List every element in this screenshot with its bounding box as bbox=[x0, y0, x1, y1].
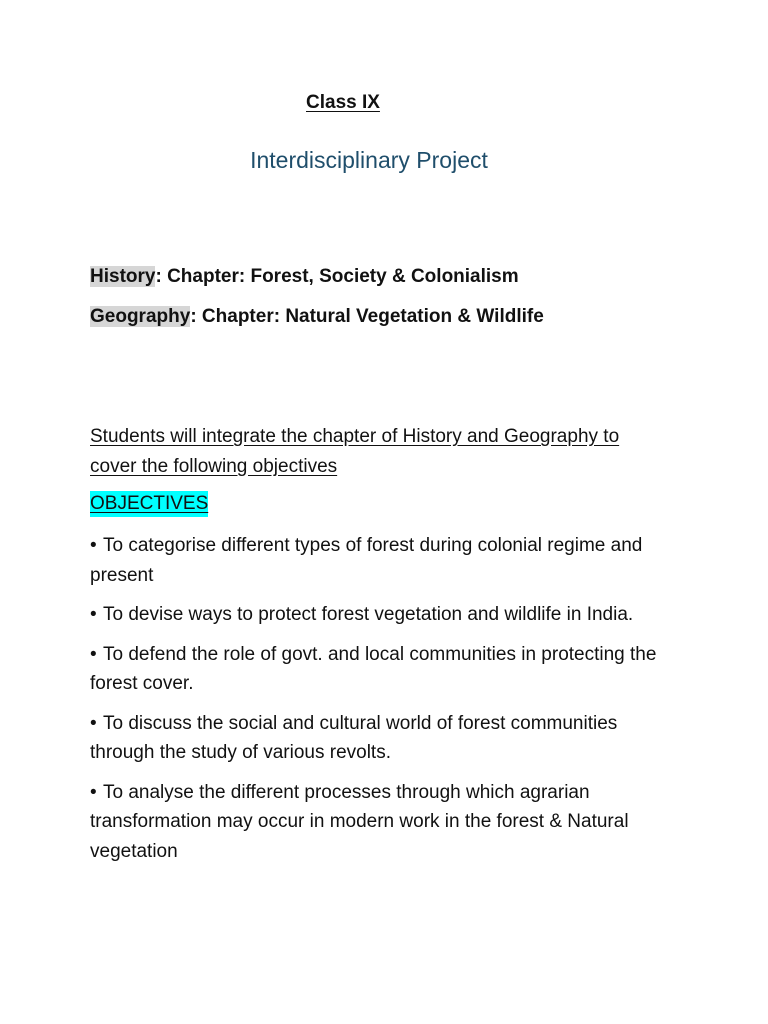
project-title: Interdisciplinary Project bbox=[250, 147, 488, 173]
objective-item bbox=[90, 709, 678, 768]
class-title: Class IX bbox=[306, 92, 380, 113]
objectives-list bbox=[90, 531, 678, 876]
objective-item bbox=[90, 778, 678, 867]
geography-subject-tag: Geography bbox=[90, 306, 191, 327]
objective-item bbox=[90, 640, 678, 699]
history-subject-tag: History bbox=[90, 266, 156, 287]
objective-text: To discuss the social and cultural world of forest communities through the study of various revolts. bbox=[90, 712, 618, 763]
intro-paragraph: Students will integrate the chapter of History and Geography to cover the following objectives bbox=[90, 426, 620, 477]
geography-chapter-line bbox=[90, 306, 544, 328]
objective-item bbox=[90, 600, 678, 630]
objectives-heading: OBJECTIVES bbox=[90, 491, 208, 517]
bullet-icon: • bbox=[90, 781, 97, 803]
bullet-icon: • bbox=[90, 712, 97, 734]
objective-item bbox=[90, 531, 678, 590]
objective-text: To categorise different types of forest during colonial regime and present bbox=[90, 535, 643, 586]
bullet-icon: • bbox=[90, 535, 97, 556]
history-chapter-line bbox=[90, 266, 519, 288]
geography-chapter-text: : Chapter: Natural Vegetation & Wildlife bbox=[190, 306, 544, 327]
history-chapter-text: : Chapter: Forest, Society & Colonialism bbox=[155, 266, 519, 287]
objective-text: To devise ways to protect forest vegetation and wildlife in India. bbox=[103, 604, 634, 625]
bullet-icon: • bbox=[90, 604, 97, 625]
bullet-icon: • bbox=[90, 643, 97, 665]
objective-text: To analyse the different processes through which agrarian transformation may occur in modern work in the forest & Natural vegetation bbox=[90, 781, 629, 862]
objective-text: To defend the role of govt. and local communities in protecting the forest cover. bbox=[90, 643, 657, 694]
